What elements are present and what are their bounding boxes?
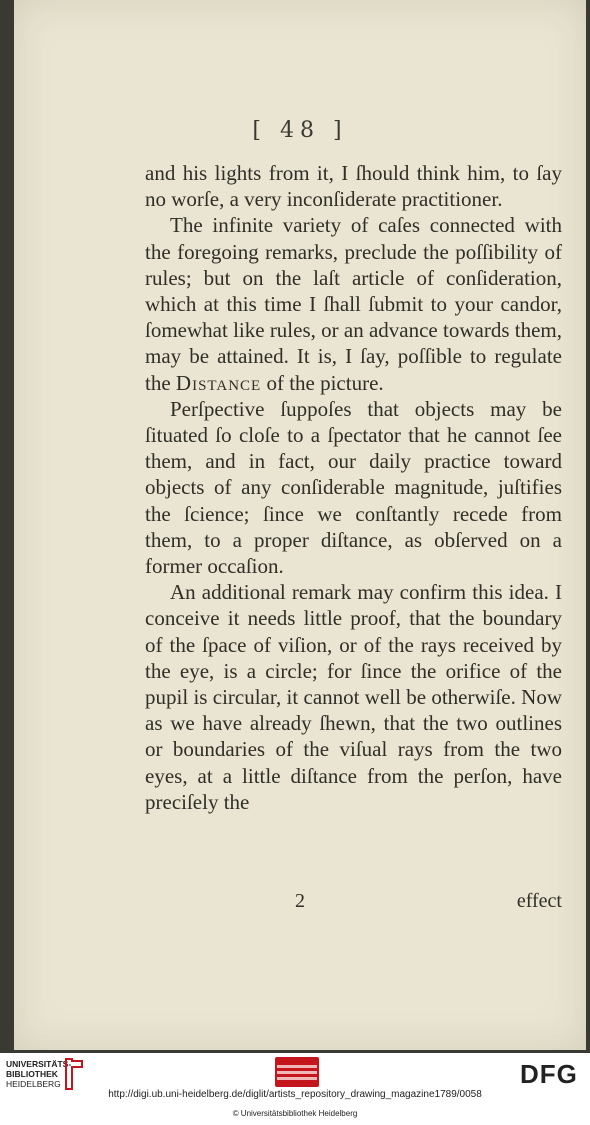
catchword: effect <box>516 890 562 912</box>
body-text <box>145 160 562 815</box>
library-name-line3: HEIDELBERG <box>6 1079 61 1089</box>
paragraph-2 <box>145 212 562 395</box>
library-name-line2: BIBLIOTHEK <box>6 1069 58 1079</box>
heidelberg-digital-logo[interactable] <box>275 1057 319 1087</box>
distance-term: Distance <box>175 370 262 395</box>
digitization-footer <box>0 1053 590 1125</box>
library-name-line1: UNIVERSITÄTS- <box>6 1059 72 1069</box>
book-page <box>14 0 586 1050</box>
copyright-notice: © Universitätsbibliothek Heidelberg <box>232 1109 358 1118</box>
library-emblem-icon <box>62 1057 86 1091</box>
paragraph-1: and his lights from it, I ſhould think him, to ſay no worſe, a very inconſiderate practitioner. <box>145 161 562 212</box>
permalink-url[interactable]: http://digi.ub.uni-heidelberg.de/diglit/artists_repository_drawing_magazine1789/0058 <box>108 1089 482 1100</box>
paragraph-2-text: The infinite variety of caſes connected with the foregoing remarks, preclude the poſſibility of rules; but on the laſt article of conſideration, which at this time I ſhall ſubmit to your candor, ſomewhat like rules, or an advance towards them, may be attained. It is, I ſay, poſſible to regulate the <box>145 213 562 395</box>
paragraph-4: An additional remark may confirm this idea. I conceive it needs little proof, that the boundary of the ſpace of viſion, or of the rays received by the eye, is a circle; for ſince the orifice of the pupil is circular, it cannot well be otherwiſe. Now as we have already ſhewn, that the two outlines or boundaries of the viſual rays from the two eyes, at a little diſtance from the perſon, have preciſely the <box>145 580 562 814</box>
paragraph-3: Perſpective ſuppoſes that objects may be ſituated ſo cloſe to a ſpectator that he cannot ſee them, and in fact, our daily practice toward objects of any conſiderable magnitude, juſtifies the ſcience; ſince we conſtantly recede from them, to a proper diſtance, as obſerved on a former occaſion. <box>145 396 562 579</box>
paragraph-2-tail: of the picture. <box>261 370 384 395</box>
page-number-header: [ 48 ] <box>252 118 348 143</box>
signature-mark: 2 <box>295 890 305 912</box>
dfg-logo[interactable]: DFG <box>520 1059 578 1089</box>
